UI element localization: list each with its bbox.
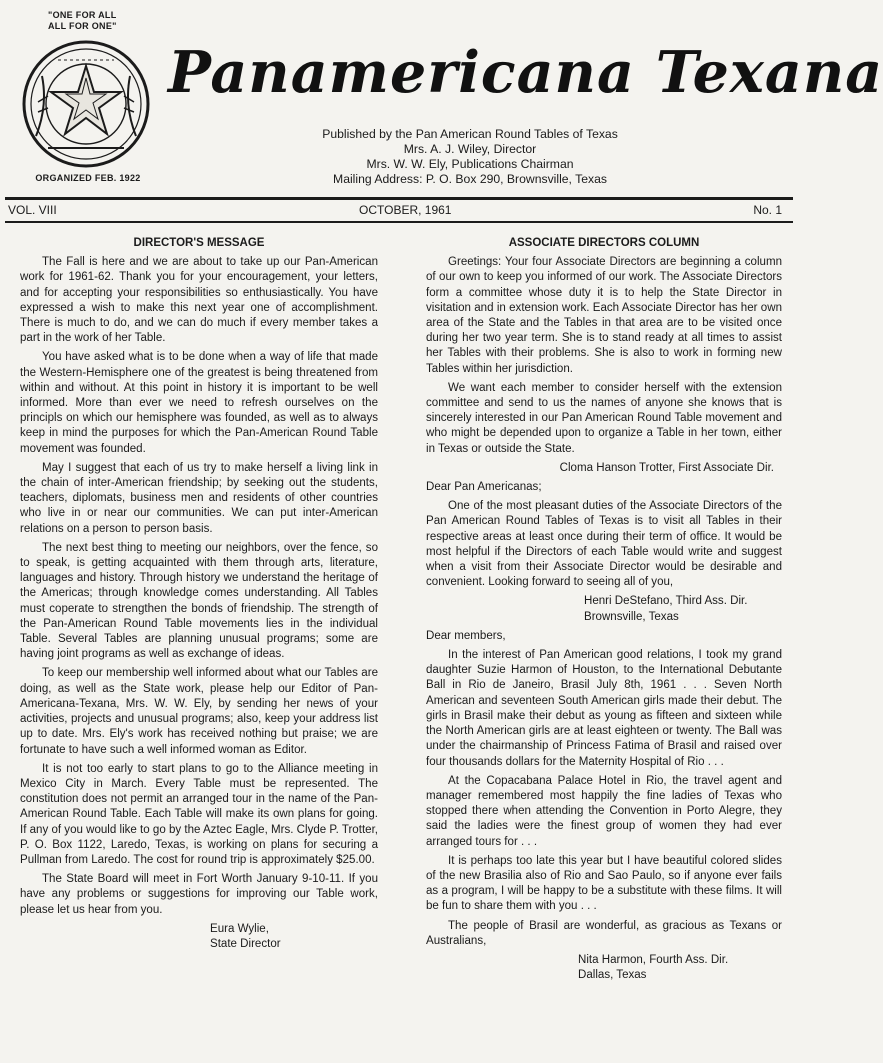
paragraph: The next best thing to meeting our neighbors, over the fence, so to speak, is getting acquainted with them through arts, literature, languages and history. Through history we understand the heritage of the Americas; through knowledge comes understanding. All Tables must coperate to strengthen the bonds of friendship. The strength of the Pan-American Round Table movements lies in the individual Table. Several Tables are planning unusual programs; some are having joint programs as well as exchange of ideas. [20,541,378,661]
bottom-rule [5,221,793,223]
paragraph: It is not too early to start plans to go to the Alliance meeting in Mexico City in March. Every Table must be represented. The constitution does not permit an arranged tour in the name of the Pan-American Round Table. Each Table will make its own plans for going. If any of you would like to go by the Aztec Eagle, Mrs. Clyde P. Trotter, P. O. Box 1122, Laredo, Texas, is working on plans for securing a Pullman from Laredo. The cost for round trip is approximately $25.00. [20,762,378,866]
signature [426,953,782,983]
paragraph: At the Copacabana Palace Hotel in Rio, the travel agent and manager remembered most happily the fine ladies of Texas who stopped there when attending the Convention in Porto Alegre, they said the ladies were the finest group of women they had ever arranged tours for . . . [426,774,782,848]
signature [426,594,782,624]
paragraph: The Fall is here and we are about to take up our Pan-American work for 1961-62. Thank you for your encouragement, your letters, and for accepting your responsibilities so enthusiastically. You have expressed a wish to make this next year one of accomplishment. There is much to do, and we can do much if every member takes a part in the work of her Table. [20,256,378,345]
organized-date: ORGANIZED FEB. 1922 [35,173,141,183]
chairman-line: Mrs. W. W. Ely, Publications Chairman [366,157,574,171]
signature-name: Nita Harmon, Fourth Ass. Dir. [578,953,729,966]
signature: Cloma Hanson Trotter, First Associate Dir. [559,461,774,474]
associate-directors-column [426,236,782,983]
signature-name: Henri DeStefano, Third Ass. Dir. [584,595,748,608]
publication-info [300,127,640,187]
masthead-title: Panamericana Texana [168,39,883,106]
signature-name: Eura Wylie, [210,922,269,935]
issue-number: No. 1 [753,203,782,217]
publisher-line: Published by the Pan American Round Tables of Texas [322,127,618,141]
section-heading: DIRECTOR'S MESSAGE [133,237,265,249]
paragraph: May I suggest that each of us try to make herself a living link in the chain of inter-American friendship; by seeking out the students, teachers, diplomats, business men and residents of other countries who live in or near our communities. We can put inter-American relations on a person to person basis. [20,461,378,535]
motto [48,10,117,32]
signature-place: Dallas, Texas [578,969,647,982]
issue-bar [8,203,788,219]
mailing-address-line: Mailing Address: P. O. Box 290, Brownsville, Texas [333,172,607,186]
paragraph: In the interest of Pan American good relations, I took my grand daughter Suzie Harmon of Houston, to the International Debutante Ball in Rio de Janeiro, Brasil July 8th, 1961 . . . Seven North American and seventeen South American girls made their debut. The girls in Brasil make their debut as young as fifteen and sixteen while the North American girls are at least eighteen or twenty. The Ball was under the chairmanship of Princess Fatima of Brasil and raised over four thousands dollars for the Maternity Hospital of Rio . . . [426,649,782,768]
paragraph: We want each member to consider herself with the extension committee and send to us the names of anyone she knows that is sincerely interested in our Pan American Round Table movement and who might be depended upon to organize a Table in her town, either in Texas or outside the State. [426,381,782,455]
signature-place: Brownsville, Texas [584,610,679,623]
paragraph: The State Board will meet in Fort Worth January 9-10-11. If you have any problems or suggestions for improving our Table work, please let us hear from you. [20,873,378,916]
round-table-seal-logo [18,36,154,172]
section-heading: ASSOCIATE DIRECTORS COLUMN [508,237,700,249]
salutation: Dear members, [426,629,506,642]
issue-date: OCTOBER, 1961 [359,203,452,217]
paragraph: You have asked what is to be done when a way of life that made the Western-Hemisphere one of the greatest is being threatened from within and without. At this point in history it is important to be well informed. More than ever we need to refresh ourselves on the principls on which our hemisphere was founded, as well as to always keep in mind the purposes for which the Pan-American Round Table movement was founded. [20,351,378,455]
top-rule [5,197,793,200]
director-line: Mrs. A. J. Wiley, Director [403,142,537,156]
paragraph: Greetings: Your four Associate Directors are beginning a column of our own to keep you informed of our work. The Associate Directors form a committee whose duty it is to help the State Director in visitation and in extension work. Each Associate Director has her own area of the State and the Tables in that area are to be visited once during her two year term. She is to stand ready at all times to assist her Tables with their problems. She is also to work in forming new Tables within her jurisdiction. [426,256,782,375]
paragraph: To keep our membership well informed about what our Tables are doing, as well as the State work, please help our Editor of Pan-Americana-Texana, Mrs. W. W. Ely, by sending her news of your activities, projects and unusual programs; also, keep your address list up to date. Mrs. Ely's work has received nothing but praise; we are fortunate to have such a well informed woman as Editor. [20,667,378,756]
directors-message-column [20,236,378,952]
signature-title: State Director [210,937,281,950]
salutation: Dear Pan Americanas; [426,481,542,494]
paragraph: It is perhaps too late this year but I have beautiful colored slides of the new Brasilia also of Rio and Sao Paulo, so if anyone ever fails as a program, I will be happy to be a substitute with these films. It will be fun to share them with you . . . [426,854,782,913]
motto-line: ALL FOR ONE" [48,21,117,31]
motto-line: "ONE FOR ALL [48,10,117,20]
paragraph: The people of Brasil are wonderful, as gracious as Texans or Australians, [426,919,782,947]
paragraph: One of the most pleasant duties of the Associate Directors of the Pan American Round Tables of Texas is to visit all Tables in their respective areas at least once during their term of office. It would be most helpful if the Directors of each Table would write and suggest when a visit from their Associate Director would be desirable and convenient. Looking forward to seeing all of you, [426,500,782,589]
volume-label: VOL. VIII [8,203,57,217]
signature [20,922,378,952]
